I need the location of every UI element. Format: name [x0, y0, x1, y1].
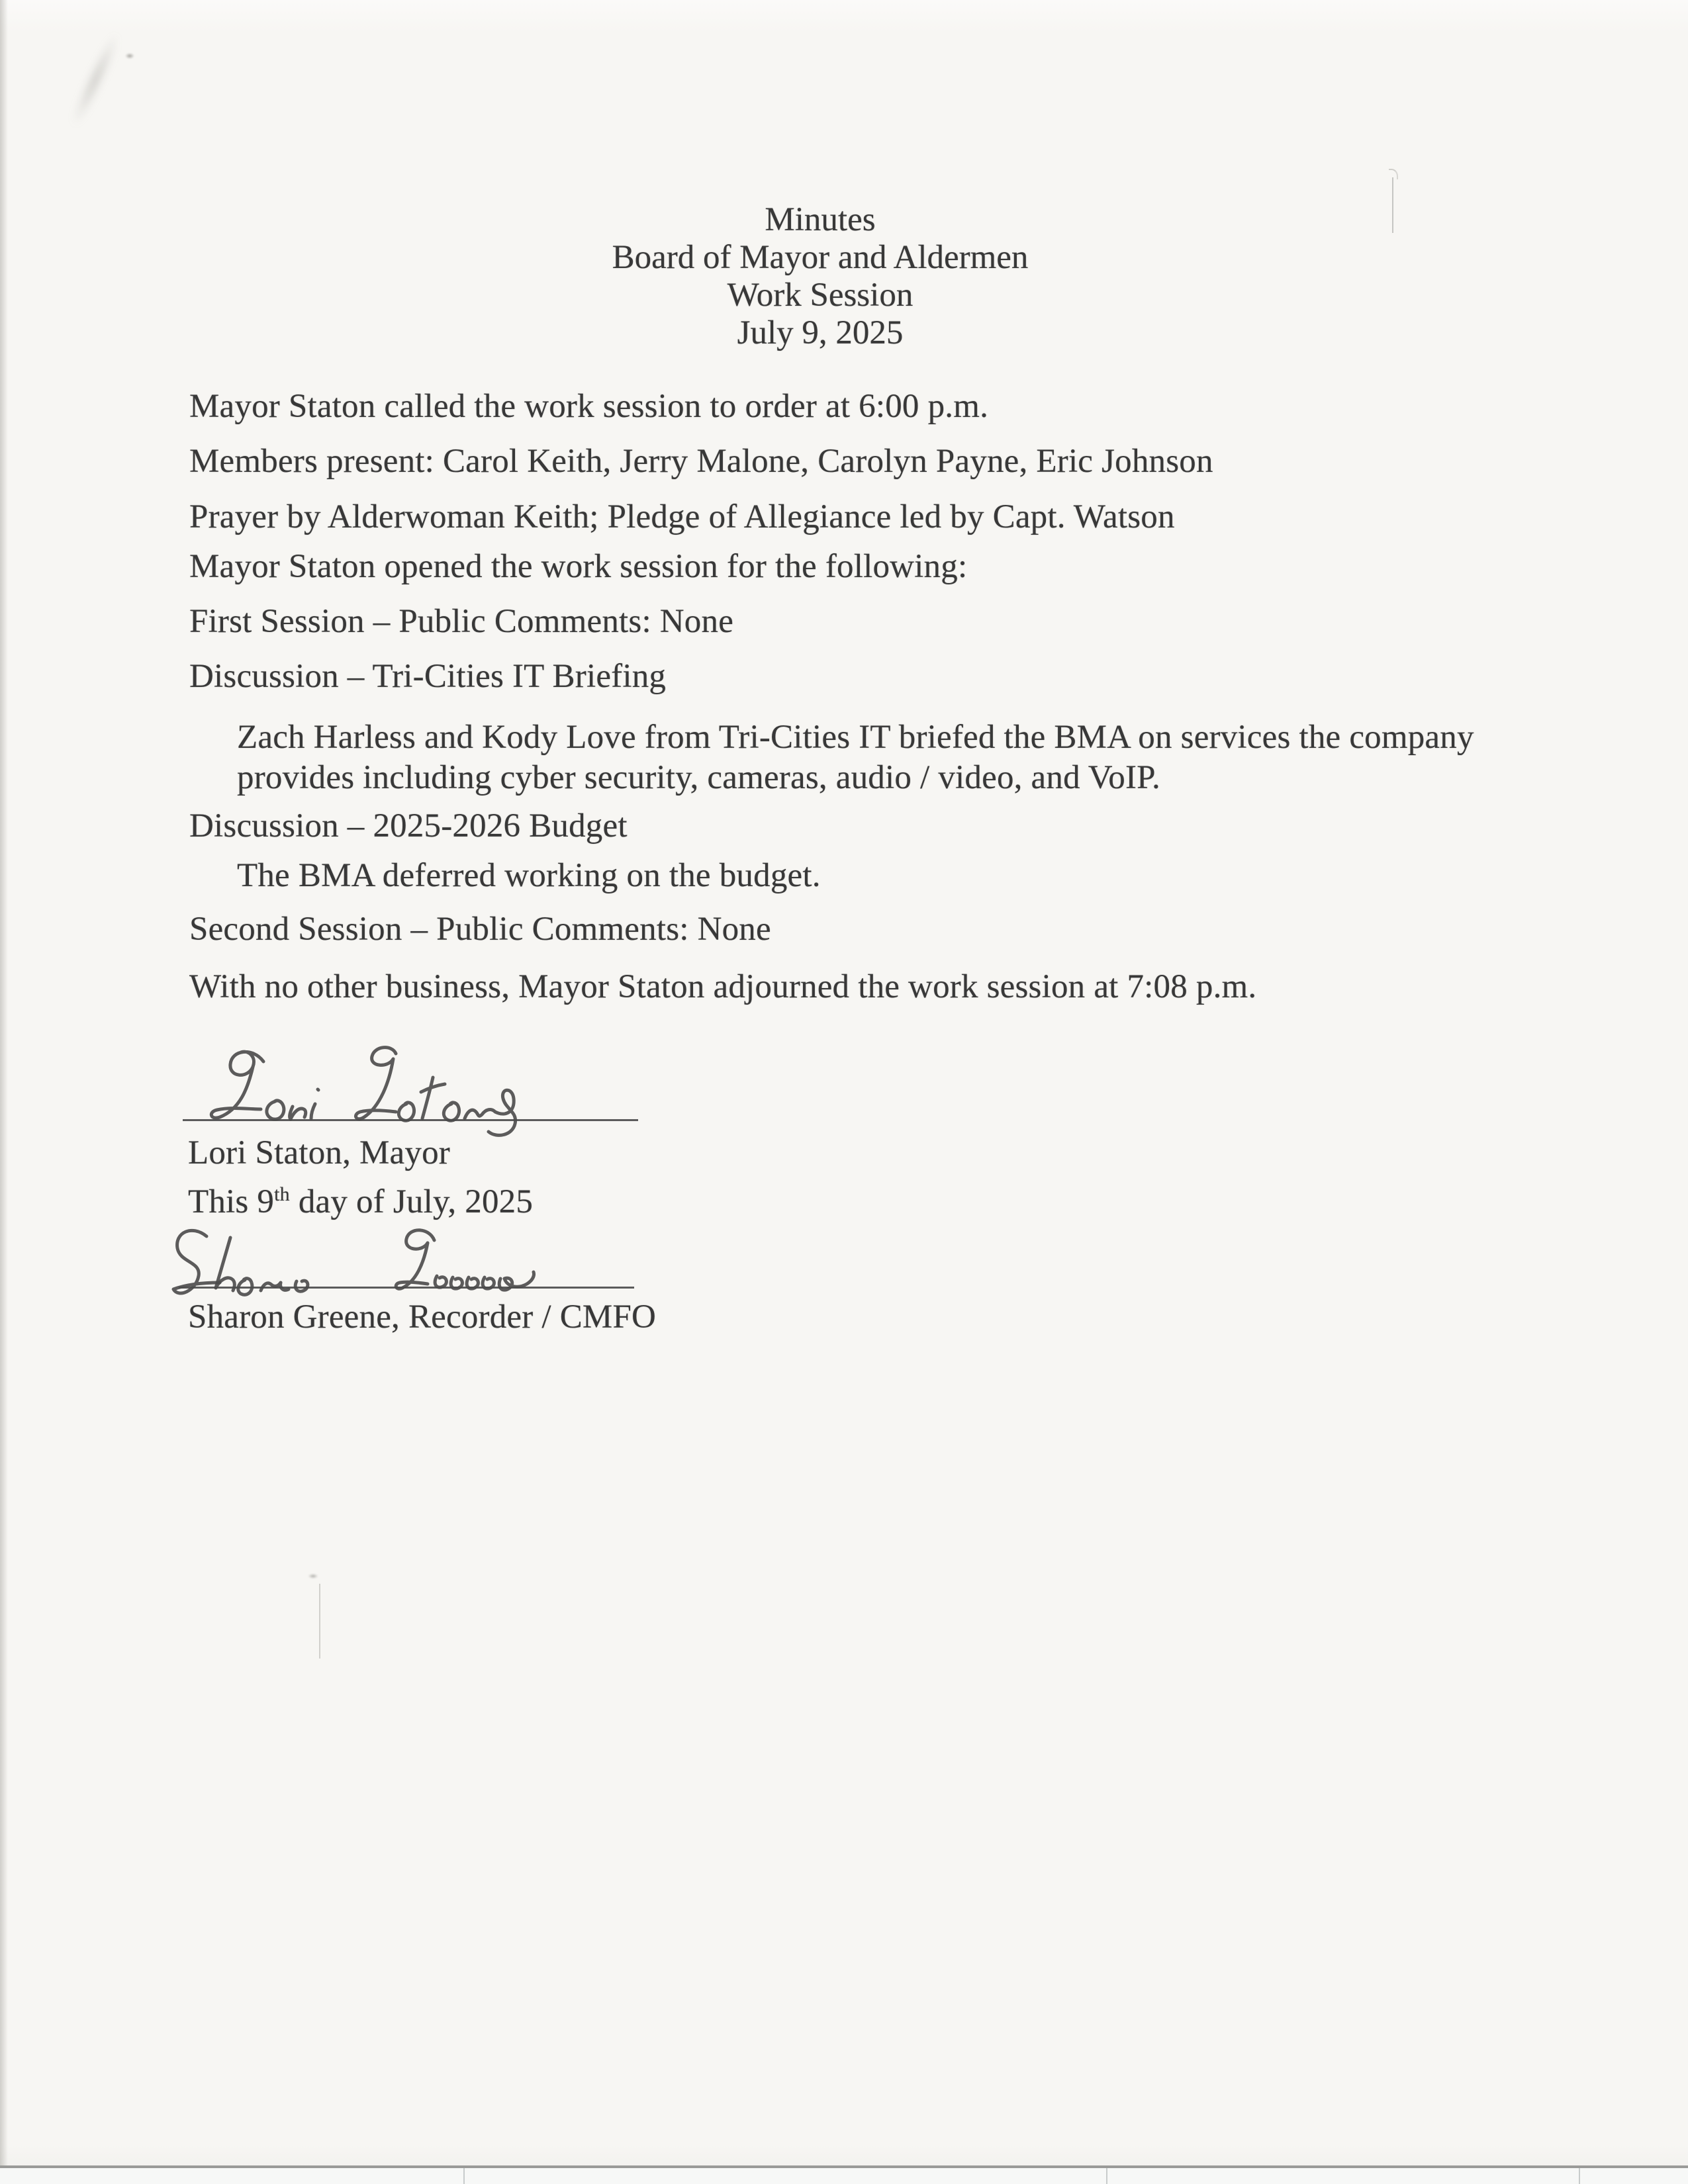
body-line: Zach Harless and Kody Love from Tri-Cities IT briefed the BMA on services the company: [237, 719, 1474, 756]
body-line: With no other business, Mayor Staton adjourned the work session at 7:08 p.m.: [189, 968, 1257, 1005]
attestation-date-prefix: This 9: [188, 1183, 275, 1220]
attestation-date-line: [188, 1183, 533, 1221]
recorder-name-title: Sharon Greene, Recorder / CMFO: [188, 1298, 657, 1336]
body-line: Discussion – 2025-2026 Budget: [189, 807, 628, 844]
scan-smudge-artifact: [123, 52, 136, 60]
mayor-name-title: Lori Staton, Mayor: [188, 1134, 450, 1171]
scanner-backing: [0, 2168, 1688, 2184]
body-line: First Session – Public Comments: None: [189, 603, 734, 640]
attestation-date-ordinal: th: [274, 1183, 290, 1205]
body-line: Prayer by Alderwoman Keith; Pledge of Allegiance led by Capt. Watson: [189, 498, 1175, 535]
scanner-seam: [463, 2168, 465, 2184]
scan-crease-artifact: [58, 15, 132, 146]
body-line: Mayor Staton called the work session to order at 6:00 p.m.: [189, 388, 989, 425]
body-line: Mayor Staton opened the work session for the following:: [189, 548, 968, 585]
body-line: The BMA deferred working on the budget.: [237, 857, 821, 894]
document-header: [158, 201, 1482, 352]
scanner-seam: [1106, 2168, 1107, 2184]
header-line-session: Work Session: [727, 277, 914, 314]
scan-scratch-mid-artifact: [319, 1584, 320, 1659]
body-line: Discussion – Tri-Cities IT Briefing: [189, 658, 667, 695]
header-line-minutes: Minutes: [765, 201, 876, 238]
scanner-seam: [1579, 2168, 1580, 2184]
body-line: provides including cyber security, cameras, audio / video, and VoIP.: [237, 759, 1161, 796]
header-line-date: July 9, 2025: [737, 314, 904, 351]
body-line: Second Session – Public Comments: None: [189, 911, 771, 948]
attestation-date-suffix: day of July, 2025: [289, 1183, 534, 1220]
body-line: Members present: Carol Keith, Jerry Malone, Carolyn Payne, Eric Johnson: [189, 443, 1213, 480]
paper-left-edge-shade: [0, 0, 8, 2167]
header-line-board: Board of Mayor and Aldermen: [612, 239, 1029, 276]
scan-scratch-hook-artifact: [1389, 169, 1398, 179]
scan-smudge-mid-artifact: [306, 1572, 320, 1580]
